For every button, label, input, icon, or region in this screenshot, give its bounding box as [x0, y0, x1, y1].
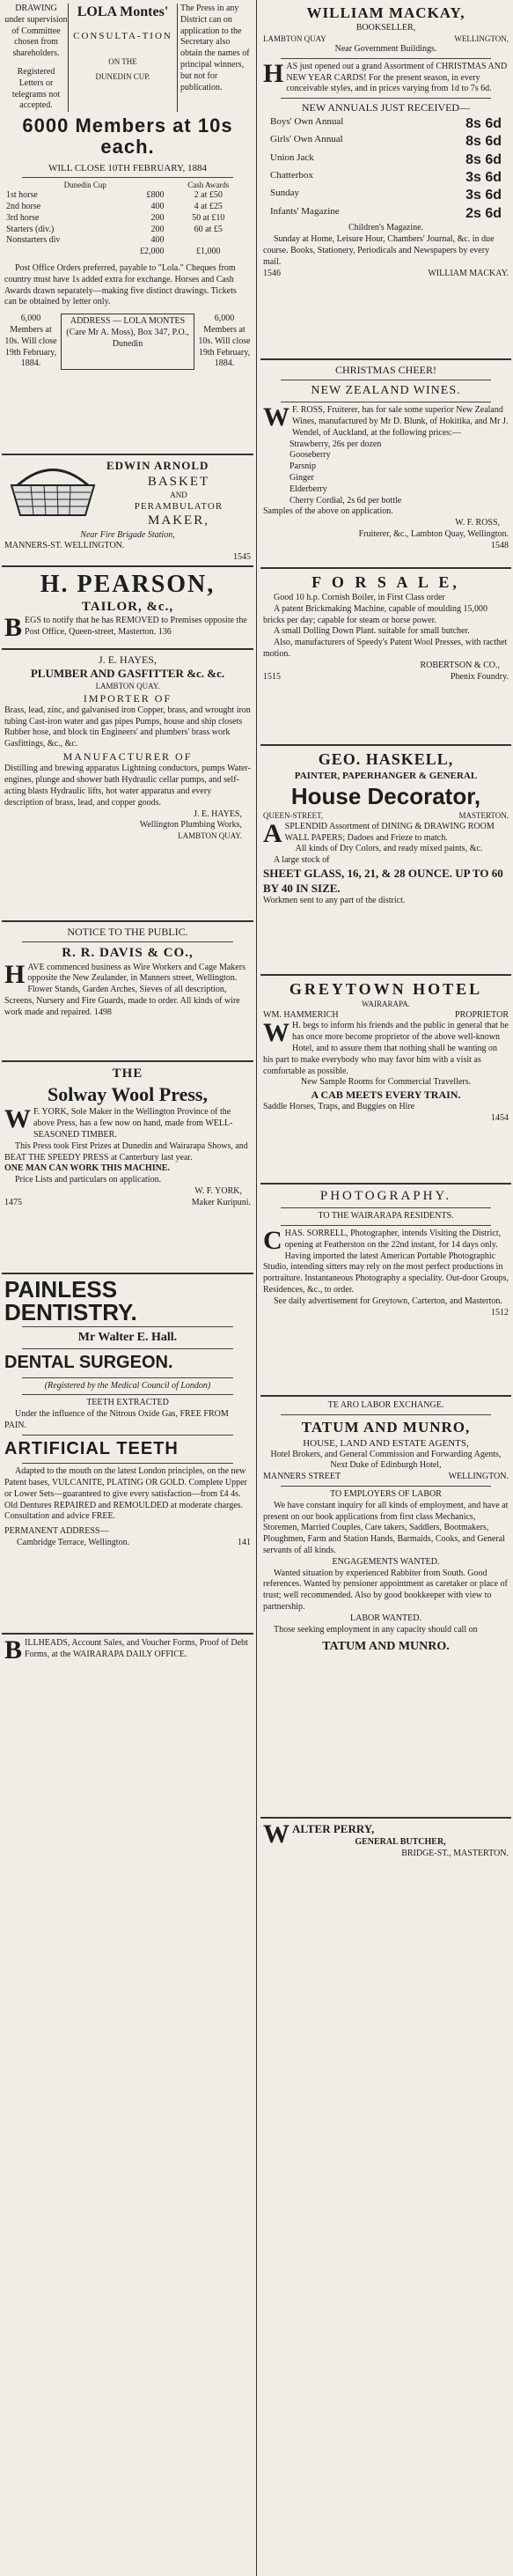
dentistry-title-1: PAINLESS	[4, 1276, 118, 1303]
basket-address: Near Fire Brigade Station,	[80, 529, 175, 540]
photography-body: HAS. SORRELL, Photographer, intends Visiting the District, opening at Featherston on the 22nd instant, for 14 days only. Having imported the latest American Portable Photographic Studio, intending sitters may rely on the most perfect productions in portraiture. Instantaneous Photography a speciality. Out-door Groups, Residences, &c., to order.	[263, 1228, 509, 1295]
pearson-body: EGS to notify that he has REMOVED to Premises opposite the Post Office, Queen-street, Masterton.	[25, 616, 247, 638]
prize-row: 3rd horse 200 50 at £10	[6, 212, 225, 223]
haskell-decorator-ad: GEO. HASKELL, PAINTER, PAPERHANGER & GENERAL House Decorator, QUEEN-STREET, MASTERTON. ASPLENDID Assortment of DINING & DRAWING ROOM WALL PAPERS; Dadoes and Frieze to match. All kinds of Dry Colors, and ready mixed paints, &c. A large stock of SHEET GLASS, 16, 21, & 28 OUNCE. UP TO 60 BY 40 IN SIZE. Workmen sent to any part of the district.	[260, 746, 511, 976]
hayes-plumber-ad: J. E. HAYES, PLUMBER AND GASFITTER &c. &c. LAMBTON QUAY. IMPORTER OF Brass, lead, zinc, and galvanised iron Copper, brass, and wrought iron tubing Cast-iron water and gas pipes Pumps, house and ship closets Rubber hose, and block tin Engineers' and plumbers' brass work Gasfittings, &c., &c. MANUFACTURER OF Distilling and brewing apparatus Lightning conductors, pumps Water-engines, plunge and shower bath Hydraulic cellar pumps, and self-acting blasts Hydraulic lifts, hot water apparatus and every description of brass, lead, and copper goods. J. E. HAYES, Wellington Plumbing Works, LAMBTON QUAY.	[2, 650, 253, 922]
basket-line-1: BASKET	[147, 474, 210, 489]
list-item: Cherry Cordial, 2s 6d per bottle	[289, 495, 402, 506]
prize-row: Nonstarters div 400	[6, 235, 165, 246]
lola-body: Post Office Orders preferred, payable to "Lola." Cheques from country must have 1s added extra for exchange. Horses and Cash Awards drawn separately—making five distinct drawings. Tickets can be obtained by letter only.	[4, 262, 237, 307]
greytown-hotel-ad: GREYTOWN HOTEL WAIRARAPA. WM. HAMMERICH PROPRIETOR W H. begs to inform his friends and the public in general that he has once more become proprietor of the above well-known Hotel, and to assure them that nothing shall be wanting on his part to make everybody who may favor him with a visit as comfortable as possible. New Sample Rooms for Commercial Travellers. A CAB MEETS EVERY TRAIN. Saddle Horses, Traps, and Buggies on Hire 1454	[260, 976, 511, 1185]
list-item: A small Dolling Down Plant. suitable for small butcher.	[274, 626, 470, 637]
list-item: Boys' Own Annual 8s 6d	[270, 115, 502, 131]
hayes-import-items: Brass, lead, zinc, and galvanised iron Copper, brass, and wrought iron tubing Cast-iron water and gas pipes Pumps, house and ship closets Rubber hose, and block tin Engineers' and plumbers' brass work Gasfittings, &c., &c.	[4, 705, 251, 749]
list-item: Gooseberry	[289, 450, 331, 461]
mackay-body: AS just opened out a grand Assortment of CHRISTMAS AND NEW YEAR CARDS! For the present season, in every conceivable styles, and in prices varying from 1d to 7s 6d.	[286, 61, 508, 94]
davis-ad: NOTICE TO THE PUBLIC. R. R. DAVIS & CO., HAVE commenced business as Wire Workers and Cage Makers opposite the New Zealander, in Manners street, Wellington. Flower Stands, Garden Arches, Sieves of all description, Screens, Nursery and Fire Guards, made to order. All kinds of wire work made and repaired. 1498	[2, 922, 253, 1062]
right-column	[260, 0, 511, 2576]
perry-butcher-ad: WALTER PERRY, GENERAL BUTCHER, BRIDGE-ST., MASTERTON.	[263, 1819, 509, 1858]
lola-consultation: CONSULTA-TION	[73, 31, 172, 42]
prize-head-right: Cash Awards	[187, 180, 230, 189]
cab-meets-train: A CAB MEETS EVERY TRAIN.	[311, 1089, 461, 1102]
davis-body: AVE commenced business as Wire Workers and Cage Makers opposite the New Zealander, in Manners street, Wellington. Flower Stands, Garden Arches, Sieves of all description, Screens, Nursery and Fire Guards, made to order. All kinds of wire work made and repaired.	[4, 962, 246, 1017]
list-item: Parsnip	[289, 461, 316, 472]
list-item: Girls' Own Annual 8s 6d	[270, 134, 502, 150]
prize-head-left: Dunedin Cup	[63, 180, 106, 189]
solway-body: F. YORK, Sole Maker in the Wellington Province of the above Press, has a few now on hand, made from WELL-SEASONED TIMBER.	[33, 1107, 233, 1140]
for-sale-ad: F O R S A L E, Good 10 h.p. Cornish Boiler, in First Class order A patent Brickmaking Machine, capable of moulding 15,000 bricks per day; capable for steam or horse power. A small Dolling Down Plant. suitable for small butcher. Also, manufacturers of Speedy's Patent Wool Presses, with racthet motion. ROBERTSON & CO., 1515 Phenix Foundry.	[260, 569, 511, 746]
pearson-subtitle: TAILOR, &c.,	[81, 600, 174, 615]
hayes-trade: PLUMBER AND GASFITTER &c. &c.	[30, 667, 225, 681]
prize-row: 1st horse £800 2 at £50	[6, 190, 223, 201]
list-item: Also, manufacturers of Speedy's Patent Wool Presses, with racthet motion.	[263, 638, 508, 660]
mackay-bookseller-ad: WILLIAM MACKAY, BOOKSELLER, LAMBTON QUAY WELLINGTON, Near Government Buildings. HAS just opened out a grand Assortment of CHRISTMAS AND NEW YEAR CARDS! For the present season, in every conceivable styles, and in prices varying from 1d to 7s 6d. NEW ANNUALS JUST RECEIVED— Boys' Own Annual 8s 6d Girls' Own Annual 8s 6d Union Jack 8s 6d Chatterbox 3s 6d Sunday 3s 6d Infants' Magazine 2s 6d Children's Magazine. Sunday at Home, Leisure Hour, Chambers' Journal, &c. in due course. Books, Stationery, Periodicals and Newspapers by every mail. 1546 WILLIAM MACKAY.	[260, 0, 511, 360]
annuals-list	[263, 115, 509, 224]
left-column	[2, 0, 253, 2576]
hayes-name: J. E. HAYES,	[99, 653, 157, 666]
prize-row: 2nd horse 400 4 at £25	[6, 201, 223, 211]
sheet-glass: SHEET GLASS, 16, 21, & 28 OUNCE. UP TO 60 BY 40 IN SIZE.	[263, 867, 503, 895]
davis-notice: NOTICE TO THE PUBLIC.	[67, 926, 188, 938]
mackay-title: WILLIAM MACKAY,	[306, 4, 465, 21]
list-item: Strawberry, 26s per dozen	[289, 439, 382, 449]
billheads-ad: BILLHEADS, Account Sales, and Voucher Forms, Proof of Debt Forms, at the WAIRARAPA DAILY OFFICE.	[4, 1635, 248, 1664]
lola-montes-ad	[2, 0, 253, 455]
labor-exchange: TE ARO LABOR EXCHANGE.	[327, 1400, 444, 1410]
lola-prize-table	[4, 181, 251, 258]
annuals-heading: NEW ANNUALS JUST RECEIVED—	[301, 101, 471, 114]
lola-box-left: 6,000 Members at 10s. Will close 19th February, 1884.	[4, 314, 57, 369]
employers-heading: TO EMPLOYERS OF LABOR	[330, 1489, 442, 1500]
dentist-body: Adapted to the mouth on the latest London principles, on the new Patent bases, VULCANITE, PLATING OR GOLD. Complete Upper or Lower Sets—guaranteed to give every satisfaction—from £4 4s. Old Dentures REPAIRED and REMOULDED at moderate charges. Consultation and advice FREE.	[4, 1466, 247, 1522]
tatum-title: TATUM AND MUNRO,	[301, 1418, 471, 1436]
pearson-title: H. PEARSON,	[40, 571, 216, 598]
greytown-body: H. begs to inform his friends and the public in general that he has once more become proprietor of the above well-known Hotel, and to assure them that nothing shall be wanting on his part to make everybody who may favor him with a visit as comfortable as possible.	[263, 1021, 509, 1076]
lola-close: WILL CLOSE 10TH FEBRUARY, 1884	[48, 162, 207, 173]
lola-on-the: ON THE	[108, 56, 137, 66]
lola-members: 6000 Members at 10s each.	[22, 114, 233, 159]
hayes-manufacture-items: Distilling and brewing apparatus Lightning conductors, pumps Water-engines, plunge and shower bath Hydraulic cellar pumps, and self-acting blasts Hydraulic lifts, hot water apparatus and every description of brass, lead, and copper goods.	[4, 764, 251, 808]
tatum-body: We have constant inquiry for all kinds of employment, and have at present on our book applications from first class Mechanics, Storemen, Married Couples, Care takers, Saddlers, Bootmakers, Ploughmen, Farm and Station Hands, Barmaids, Cooks, and General servants of all kinds.	[263, 1500, 509, 1555]
photography-title: PHOTOGRAPHY.	[319, 1189, 452, 1203]
lola-left-text: DRAWING under supervision of Committee chosen from shareholders.	[4, 4, 68, 59]
lola-box-right: 6,000 Members at 10s. Will close 19th February, 1884.	[198, 314, 251, 369]
list-item: Chatterbox 3s 6d	[270, 170, 502, 186]
lola-title: LOLA Montes'	[77, 4, 169, 19]
pearson-tailor-ad: H. PEARSON, TAILOR, &c., BEGS to notify that he has REMOVED to Premises opposite the Post Office, Queen-street, Masterton. 136	[2, 567, 253, 650]
prize-total-right: £1,000	[196, 247, 221, 257]
list-item: Infants' Magazine 2s 6d	[270, 205, 502, 221]
lola-right-text: The Press in any District can on application to the Secretary also obtain the names of principal winners, but not for publication.	[180, 4, 250, 92]
basket-maker-ad: EDWIN ARNOLD BASKET AND PERAMBULATOR MAKER, Near Fire Brigade Station, MANNERS-ST. WELLINGTON. 1545	[2, 455, 253, 567]
column-divider	[256, 0, 257, 2576]
perry-name: ALTER PERRY,	[292, 1822, 375, 1835]
lola-footer	[4, 314, 251, 370]
ross-body: F. ROSS, Fruiterer, has for sale some superior New Zealand Wines, manufactured by Mr D. Blunk, of Hokitika, and Mr J. Wendel, of Auckland, at the following prices:—	[292, 405, 509, 438]
house-decorator: House Decorator,	[290, 783, 481, 810]
ross-wines-ad: CHRISTMAS CHEER! NEW ZEALAND WINES. W F. ROSS, Fruiterer, has for sale some superior New Zealand Wines, manufactured by Mr D. Blunk, of Hokitika, and Mr J. Wendel, of Auckland, at the following prices:— Strawberry, 26s per dozen Gooseberry Parsnip Ginger Elderberry Cherry Cordial, 2s 6d per bottle Samples of the above on application. W. F. ROSS, Fruiterer, &c., Lambton Quay, Wellington. 1548	[260, 360, 511, 569]
for-sale-title: F O R S A L E,	[311, 573, 460, 591]
list-item: Union Jack 8s 6d	[270, 151, 502, 167]
haskell-title: GEO. HASKELL,	[318, 750, 454, 768]
list-item: Sunday 3s 6d	[270, 188, 502, 203]
dentistry-title-2: DENTISTRY.	[4, 1299, 137, 1325]
solway-press-ad: THE Solway Wool Press, W F. YORK, Sole Maker in the Wellington Province of the above Press, has a few now on hand, made from WELL-SEASONED TIMBER. This Press took First Prizes at Dunedin and Wairarapa Shows, and BEAT THE SPEEDY PRESS at Canterbury last year. ONE MAN CAN WORK THIS MACHINE. Price Lists and particulars on application. W. F. YORK, 1475 Maker Kuripuni.	[2, 1062, 253, 1274]
dentist-name: Mr Walter E. Hall.	[77, 1331, 178, 1344]
ross-title: NEW ZEALAND WINES.	[311, 384, 461, 398]
lola-header	[4, 4, 251, 112]
haskell-body: SPLENDID Assortment of DINING & DRAWING ROOM WALL PAPERS; Dadoes and Frieze to match.	[284, 821, 495, 843]
photography-ad: PHOTOGRAPHY. TO THE WAIRARAPA RESIDENTS. CHAS. SORRELL, Photographer, intends Visiting the District, opening at Featherston on the 22nd instant, for 14 days only. Having imported the latest American Portable Photographic Studio, intending sitters may rely on the most perfect productions in portraiture. Instantaneous Photography a speciality. Out-door Groups, Residences, &c., to order. See daily advertisement for Greytown, Carterton, and Masterton. 1512	[260, 1185, 511, 1397]
dentist-role: DENTAL SURGEON.	[4, 1352, 173, 1372]
greytown-title: GREYTOWN HOTEL	[289, 980, 483, 998]
list-item: A patent Brickmaking Machine, capable of moulding 15,000 bricks per day; capable for steam or horse power.	[263, 603, 487, 625]
solway-one-man: ONE MAN CAN WORK THIS MACHINE.	[4, 1163, 170, 1174]
wine-list	[263, 439, 509, 507]
list-item: Good 10 h.p. Cornish Boiler, in First Class order	[274, 593, 445, 603]
christmas-cheer: CHRISTMAS CHEER!	[334, 364, 436, 376]
billheads-body: ILLHEADS, Account Sales, and Voucher Forms, Proof of Debt Forms, at the WAIRARAPA DAILY OFFICE.	[25, 1638, 248, 1659]
tatum-munro-ad: TE ARO LABOR EXCHANGE. TATUM AND MUNRO, HOUSE, LAND AND ESTATE AGENTS, Hotel Brokers, and General Commission and Forwarding Agents, Next Duke of Edinburgh Hotel, MANNERS STREET WELLINGTON. TO EMPLOYERS OF LABOR We have constant inquiry for all kinds of employment, and have at present on our book applications from first class Mechanics, Storemen, Married Couples, Care takers, Saddlers, Bootmakers, Ploughmen, Farm and Station Hands, Barmaids, Cooks, and General servants of all kinds. ENGAGEMENTS WANTED. Wanted situation by experienced Rabbiter from South. Good references. Wanted by pensioner appointment as caretaker or place of trust; well recommended. Also by good bookkeeper with view to partnership. LABOR WANTED. Those seeking employment in any capacity should call on TATUM AND MUNRO.	[260, 1397, 511, 1819]
prize-total-left: £2,000	[140, 247, 165, 257]
list-item: Elderberry	[289, 483, 327, 494]
solway-title: Solway Wool Press,	[48, 1083, 208, 1106]
list-item: Ginger	[289, 473, 314, 483]
basket-illustration-icon	[4, 459, 101, 520]
lola-left-text-2: Registered Letters or telegrams not accepted.	[11, 66, 61, 111]
prize-row: Starters (div.) 200 60 at £5	[6, 224, 223, 234]
davis-title: R. R. DAVIS & CO.,	[62, 946, 194, 961]
lola-cup: DUNEDIN CUP.	[95, 72, 150, 82]
dentist-registration: (Registered by the Medical Council of London)	[44, 1380, 211, 1391]
artificial-teeth-title: ARTIFICIAL TEETH	[4, 1438, 179, 1458]
lola-address-box: ADDRESS — LOLA MONTES (Care Mr A. Moss), Box 347, P.O., Dunedin	[61, 314, 194, 370]
hayes-importer: IMPORTER OF	[83, 691, 172, 705]
dentistry-ad: PAINLESS DENTISTRY. Mr Walter E. Hall. DENTAL SURGEON. (Registered by the Medical Council of London) TEETH EXTRACTED Under the influence of the Nitrous Oxide Gas, FREE FROM PAIN. ARTIFICIAL TEETH Adapted to the mouth on the latest London principles, on the new Patent bases, VULCANITE, PLATING OR GOLD. Complete Upper or Lower Sets—guaranteed to give every satisfaction—from £4 4s. Old Dentures REPAIRED and REMOULDED at moderate charges. Consultation and advice FREE. PERMANENT ADDRESS— Cambridge Terrace, Wellington. 141	[2, 1274, 253, 1635]
basket-maker-name: EDWIN ARNOLD	[106, 459, 209, 472]
